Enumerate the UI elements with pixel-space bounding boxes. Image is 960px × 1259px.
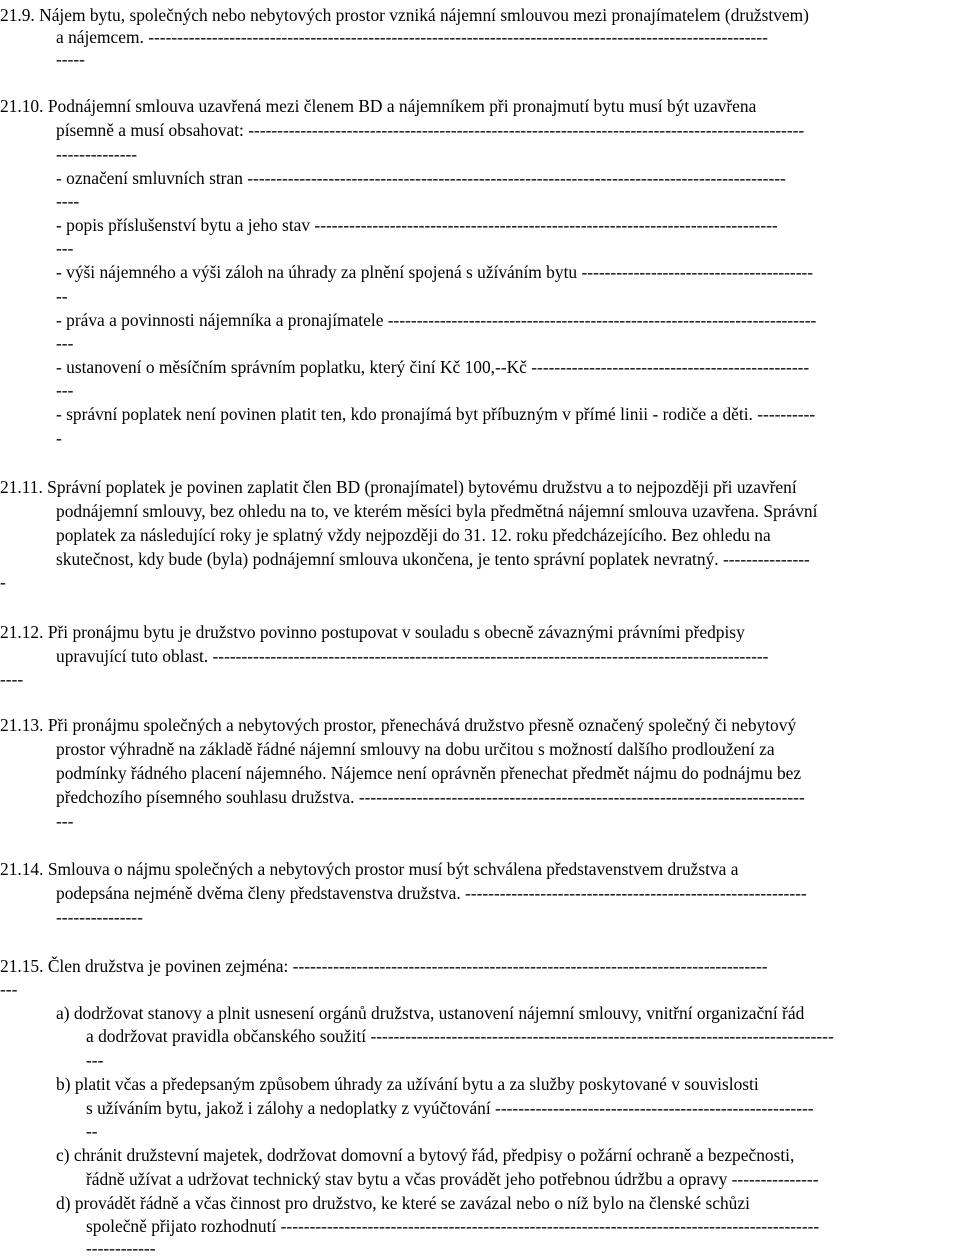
article-21-11-line-3: poplatek za následující roky je splatný vždy nejpozději do 31. 12. roku předcházejícího. Bez ohledu na: [56, 525, 771, 545]
article-21-9-line-2: a nájemcem. -----------------------------------------------------------------------------------------------------------: [56, 27, 768, 47]
article-21-10-line-2: písemně a musí obsahovat: ------------------------------------------------------------------------------------------------: [56, 120, 805, 140]
article-21-13-line-1: 21.13. Při pronájmu společných a nebytových prostor, přenechává družstvo přesně označený společný či nebytový: [0, 715, 797, 735]
article-21-15-item-b-line-3: --: [86, 1121, 98, 1141]
list-item-line: - správní poplatek není povinen platit ten, kdo pronajímá byt příbuzným v přímé linii - rodiče a děti. ----------: [56, 404, 816, 424]
article-21-12-line-1: 21.12. Při pronájmu bytu je družstvo povinno postupovat v souladu s obecně závaznými právními předpisy: [0, 622, 745, 642]
article-21-13-line-4: předchozího písemného souhlasu družstva. -----------------------------------------------------------------------------: [56, 787, 805, 807]
article-21-12-line-3: ----: [0, 669, 24, 689]
article-21-15-item-a-line-2: a dodržovat pravidla občanského soužití --------------------------------------------------------------------------------: [86, 1026, 834, 1046]
article-21-11-line-1: 21.11. Správní poplatek je povinen zaplatit člen BD (pronajímatel) bytovému družstvu a to nejpozději při uzavření: [0, 477, 797, 497]
list-item-line: ---: [56, 333, 74, 353]
article-21-10-line-3: --------------: [56, 144, 138, 164]
article-21-15-item-a-line-1: a) dodržovat stanovy a plnit usnesení orgánů družstva, ustanovení nájemní smlouvy, vnitřní organizační řád: [56, 1003, 805, 1023]
article-21-11-line-5: -: [0, 572, 6, 592]
list-item-line: --: [56, 286, 68, 306]
list-item-line: - označení smluvních stran ---------------------------------------------------------------------------------------------: [56, 168, 786, 188]
article-21-13-line-5: ---: [56, 811, 74, 831]
list-item-line: - ustanovení o měsíčním správním poplatku, který činí Kč 100,--Kč ------------------------------------------------: [56, 357, 810, 377]
article-21-11-line-4: skutečnost, kdy bude (byla) podnájemní smlouva ukončena, je tento správní poplatek nevratný. ---------------: [56, 549, 810, 569]
list-item-line: - práva a povinnosti nájemníka a pronajímatele --------------------------------------------------------------------------: [56, 310, 817, 330]
article-21-15-item-c-line-1: c) chránit družstevní majetek, dodržovat domovní a bytový řád, předpisy o požární ochraně a bezpečnosti,: [56, 1145, 795, 1165]
list-item-line: - výši nájemného a výši záloh na úhrady za plnění spojená s užíváním bytu ----------------------------------------: [56, 262, 814, 282]
article-21-9-line-3: -----: [56, 49, 85, 69]
article-21-11-line-2: podnájemní smlouvy, bez ohledu na to, ve kterém měsíci byla předmětná nájemní smlouva uzavřena. Správní: [56, 501, 818, 521]
list-item-line: - popis příslušenství bytu a jeho stav --------------------------------------------------------------------------------: [56, 215, 778, 235]
article-21-15-item-d-line-2: společně přijato rozhodnutí ---------------------------------------------------------------------------------------------: [86, 1216, 820, 1236]
article-21-15-item-c-line-2: řádně užívat a udržovat technický stav bytu a včas provádět jeho potřebnou údržbu a opravy ---------------: [86, 1169, 819, 1189]
article-21-10-line-1: 21.10. Podnájemní smlouva uzavřená mezi členem BD a nájemníkem při pronajmutí bytu musí být uzavřena: [0, 96, 757, 116]
article-21-14-line-1: 21.14. Smlouva o nájmu společných a nebytových prostor musí být schválena představenstvem družstva a: [0, 859, 739, 879]
article-21-15-item-b-line-1: b) platit včas a předepsaným způsobem úhrady za užívání bytu a za služby poskytované v souvislosti: [56, 1074, 759, 1094]
list-item-line: ---: [56, 380, 74, 400]
article-21-13-line-3: podmínky řádného placení nájemného. Nájemce není oprávněn přenechat předmět nájmu do podnájmu bez: [56, 763, 802, 783]
article-21-13-line-2: prostor výhradně na základě řádné nájemní smlouvy na dobu určitou s možností dalšího prodloužení za: [56, 739, 775, 759]
article-21-14-line-2: podepsána nejméně dvěma členy představenstva družstva. -----------------------------------------------------------: [56, 883, 807, 903]
article-21-12-line-2: upravující tuto oblast. ------------------------------------------------------------------------------------------------: [56, 646, 769, 666]
article-21-15-line-1: 21.15. Člen družstva je povinen zejména: ----------------------------------------------------------------------------------: [0, 956, 768, 976]
list-item-line: -: [56, 428, 62, 448]
article-21-15-line-2: ---: [0, 979, 18, 999]
article-21-14-line-3: ---------------: [56, 907, 143, 927]
article-21-15-item-a-line-3: ---: [86, 1050, 104, 1070]
article-21-9-line-1: 21.9. Nájem bytu, společných nebo nebytových prostor vzniká nájemní smlouvou mezi pronajímatelem (družstvem): [0, 5, 809, 25]
article-21-15-item-b-line-2: s užíváním bytu, jakož i zálohy a nedoplatky z vyúčtování -------------------------------------------------------: [86, 1098, 814, 1118]
article-21-15-item-d-line-3: ------------: [86, 1238, 156, 1258]
list-item-line: ----: [56, 191, 80, 211]
article-21-15-item-d-line-1: d) provádět řádně a včas činnost pro družstvo, ke které se zavázal nebo o níž bylo na členské schůzi: [56, 1193, 750, 1213]
list-item-line: ---: [56, 238, 74, 258]
